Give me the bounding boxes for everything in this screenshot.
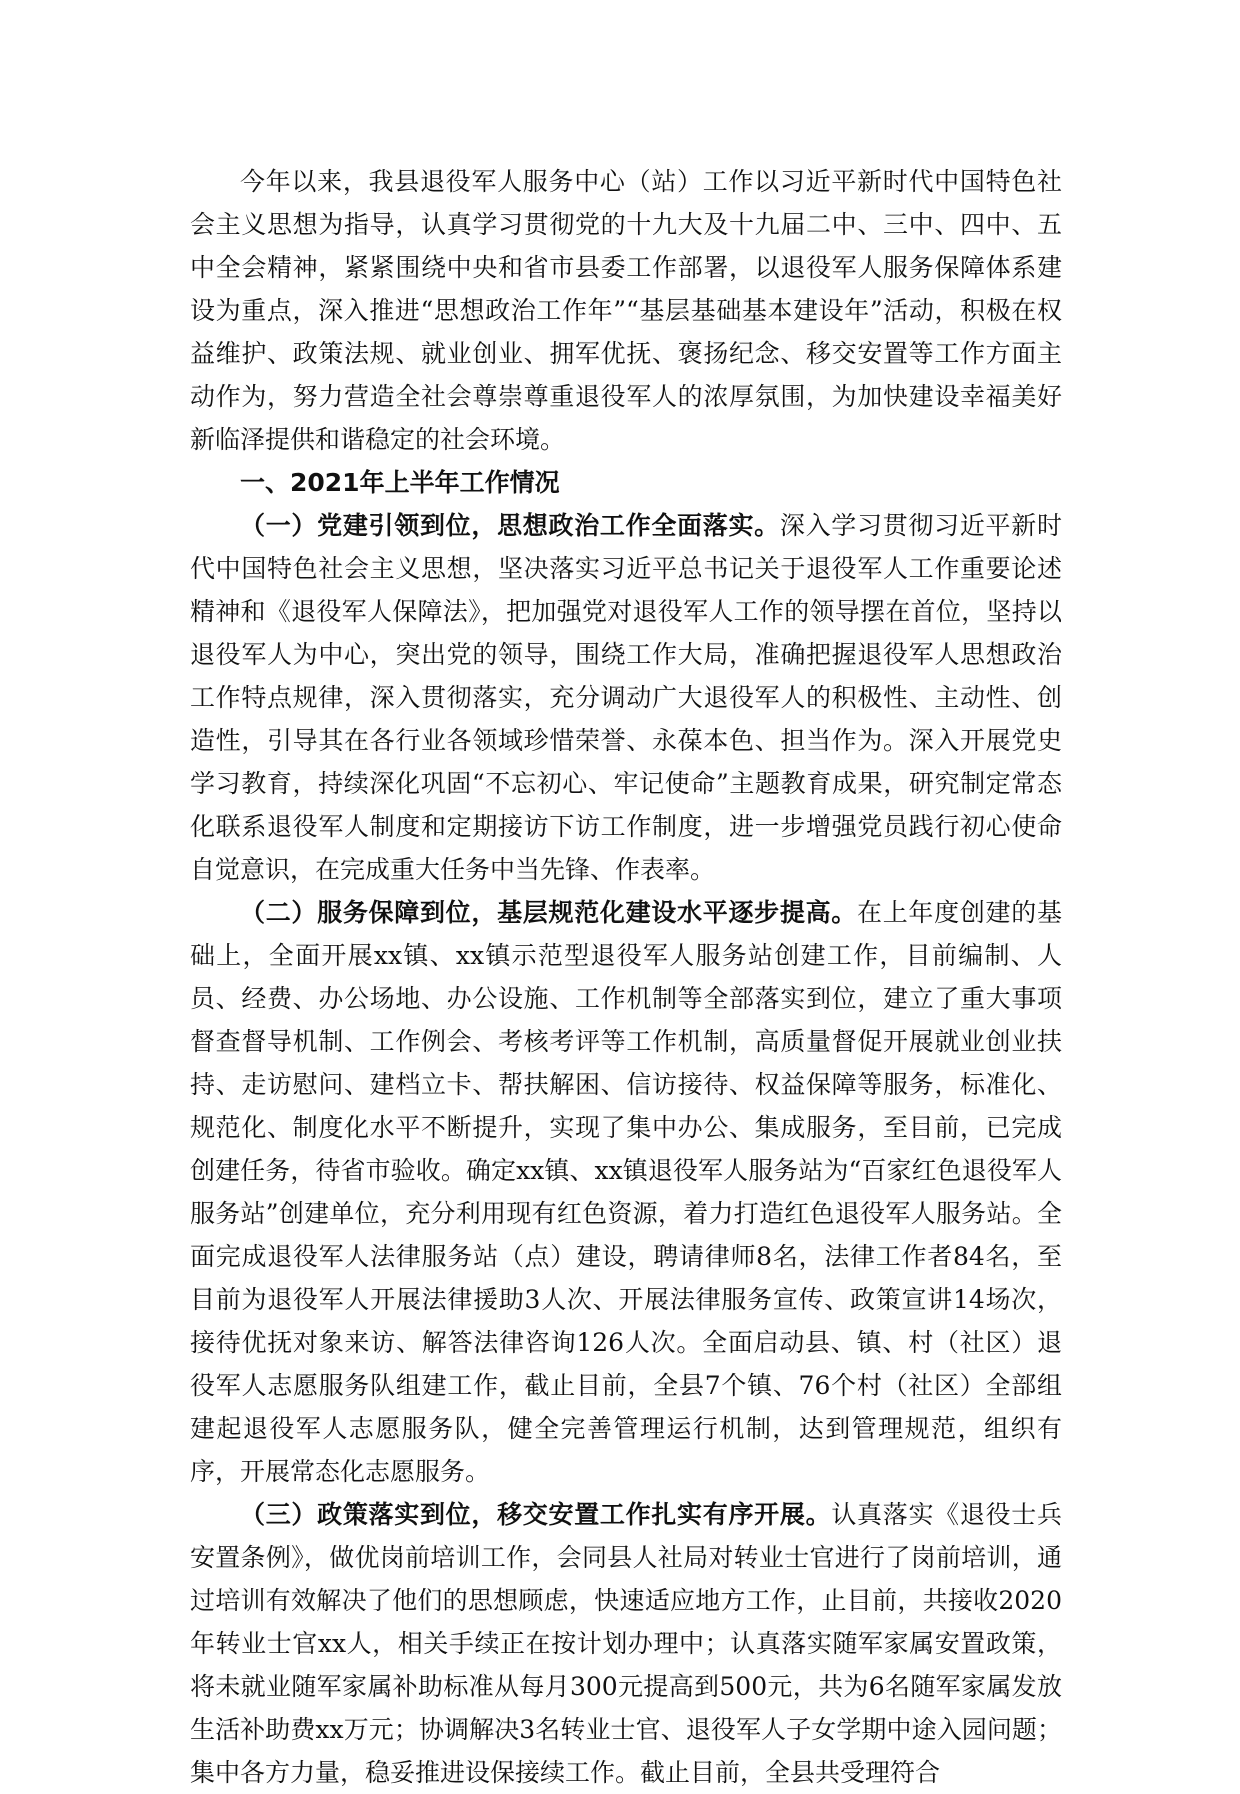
section-heading: 一、2021年上半年工作情况 — [240, 468, 560, 497]
document-body — [190, 160, 1062, 1794]
item-body-2: 在上年度创建的基础上，全面开展xx镇、xx镇示范型退役军人服务站创建工作，目前编制、人员、经费、办公场地、办公设施、工作机制等全部落实到位，建立了重大事项督查督导机制、工作例会、考核考评等工作机制，高质量督促开展就业创业扶持、走访慰问、建档立卡、帮扶解困、信访接待、权益保障等服务，标准化、规范化、制度化水平不断提升，实现了集中办公、集成服务，至目前，已完成创建任务，待省市验收。确定xx镇、xx镇退役军人服务站为“百家红色退役军人服务站”创建单位，充分利用现有红色资源，着力打造红色退役军人服务站。全面完成退役军人法律服务站（点）建设，聘请律师8名，法律工作者84名，至目前为退役军人开展法律援助3人次、开展法律服务宣传、政策宣讲14场次，接待优抚对象来访、解答法律咨询126人次。全面启动县、镇、村（社区）退役军人志愿服务队组建工作，截止目前，全县7个镇、76个村（社区）全部组建起退役军人志愿服务队，健全完善管理运行机制，达到管理规范，组织有序，开展常态化志愿服务。 — [190, 898, 1062, 1486]
item-body-3: 认真落实《退役士兵安置条例》，做优岗前培训工作，会同县人社局对转业士官进行了岗前培训，通过培训有效解决了他们的思想顾虑，快速适应地方工作，止目前，共接收2020年转业士官xx人，相关手续正在按计划办理中；认真落实随军家属安置政策，将未就业随军家属补助标准从每月300元提高到500元，共为6名随军家属发放生活补助费xx万元；协调解决3名转业士官、退役军人子女学期中途入园问题；集中各方力量，稳妥推进设保接续工作。截止目前，全县共受理符合 — [190, 1500, 1062, 1787]
item-lead-2: （二）服务保障到位，基层规范化建设水平逐步提高。 — [240, 898, 858, 927]
item-lead-3: （三）政策落实到位，移交安置工作扎实有序开展。 — [240, 1500, 832, 1529]
item-body-1: 深入学习贯彻习近平新时代中国特色社会主义思想，坚决落实习近平总书记关于退役军人工作重要论述精神和《退役军人保障法》，把加强党对退役军人工作的领导摆在首位，坚持以退役军人为中心，突出党的领导，围绕工作大局，准确把握退役军人思想政治工作特点规律，深入贯彻落实，充分调动广大退役军人的积极性、主动性、创造性，引导其在各行业各领域珍惜荣誉、永葆本色、担当作为。深入开展党史学习教育，持续深化巩固“不忘初心、牢记使命”主题教育成果，研究制定常态化联系退役军人制度和定期接访下访工作制度，进一步增强党员践行初心使命自觉意识，在完成重大任务中当先锋、作表率。 — [190, 511, 1062, 884]
item-paragraph-2 — [190, 891, 1062, 1493]
item-lead-1: （一）党建引领到位，思想政治工作全面落实。 — [240, 511, 780, 540]
item-paragraph-1 — [190, 504, 1062, 891]
item-paragraph-3 — [190, 1493, 1062, 1794]
intro-paragraph: 今年以来，我县退役军人服务中心（站）工作以习近平新时代中国特色社会主义思想为指导，认真学习贯彻党的十九大及十九届二中、三中、四中、五中全会精神，紧紧围绕中央和省市县委工作部署，以退役军人服务保障体系建设为重点，深入推进“思想政治工作年”“基层基础基本建设年”活动，积极在权益维护、政策法规、就业创业、拥军优抚、褒扬纪念、移交安置等工作方面主动作为，努力营造全社会尊崇尊重退役军人的浓厚氛围，为加快建设幸福美好新临泽提供和谐稳定的社会环境。 — [190, 167, 1062, 454]
